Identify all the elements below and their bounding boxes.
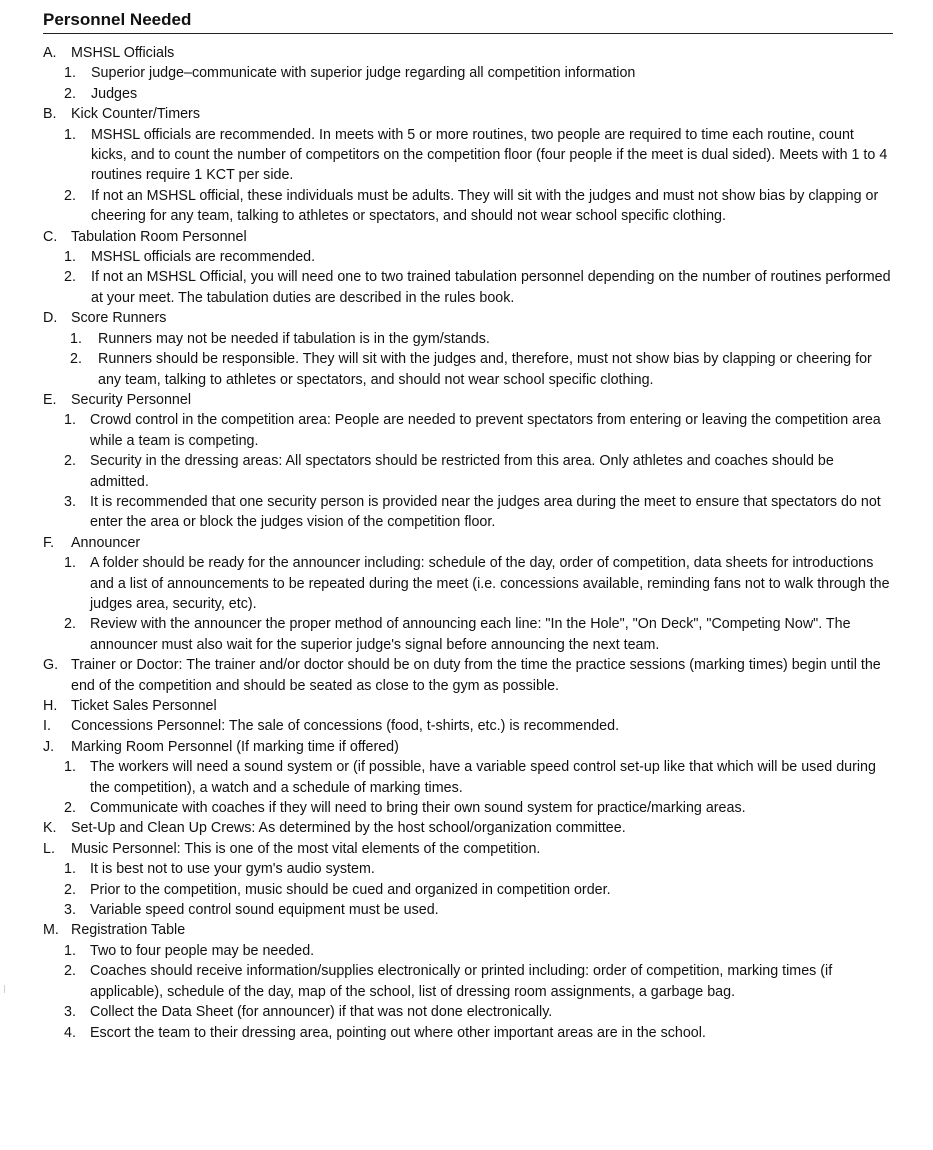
section-heading	[0, 533, 933, 553]
item-number: 1.	[64, 555, 76, 572]
list-item	[0, 859, 933, 879]
section-letter: K.	[43, 820, 57, 837]
item-text: Communicate with coaches if they will need to bring their own sound system for practice/marking areas.	[90, 800, 746, 817]
list-item	[0, 186, 933, 227]
item-number: 1.	[70, 330, 82, 347]
list-item	[0, 1023, 933, 1043]
list-item	[0, 349, 933, 390]
section-letter: H.	[43, 698, 58, 714]
item-number: 1.	[64, 759, 76, 776]
item-number: 2.	[64, 963, 76, 980]
section-g	[0, 655, 933, 696]
item-text: Superior judge–communicate with superior judge regarding all competition information	[91, 65, 636, 82]
item-number: 2.	[64, 85, 76, 102]
section-title: MSHSL Officials	[71, 45, 175, 61]
section-title: Score Runners	[71, 310, 167, 327]
item-text: Judges	[91, 85, 138, 102]
item-number: 3.	[64, 493, 76, 510]
section-f	[0, 533, 933, 655]
section-heading	[0, 43, 933, 63]
list-item	[0, 63, 933, 83]
margin-mark	[4, 985, 5, 993]
item-text: Prior to the competition, music should be cued and organized in competition order.	[90, 881, 611, 898]
section-heading	[0, 227, 933, 247]
section-j	[0, 737, 933, 819]
section-heading	[0, 104, 933, 124]
section-title: Registration Table	[71, 922, 186, 939]
section-title: Ticket Sales Personnel	[71, 698, 217, 714]
item-number: 1.	[64, 65, 76, 82]
section-heading	[0, 716, 933, 736]
section-m	[0, 920, 933, 1042]
list-item	[0, 329, 933, 349]
item-text: It is recommended that one security person is provided near the judges area during the meet to ensure that spectators do not enter the area or block the judges vision of the competition floor.	[90, 493, 881, 531]
item-number: 2.	[64, 881, 76, 898]
section-title: Security Personnel	[71, 391, 191, 408]
section-l	[0, 839, 933, 921]
section-i	[0, 716, 933, 736]
list-item	[0, 247, 933, 267]
list-item	[0, 1002, 933, 1022]
item-number: 2.	[64, 800, 76, 817]
section-letter: D.	[43, 310, 58, 327]
item-number: 3.	[64, 1004, 76, 1021]
item-number: 2.	[64, 616, 76, 633]
section-heading	[0, 655, 933, 696]
section-b	[0, 104, 933, 226]
section-heading	[0, 737, 933, 757]
list-item	[0, 492, 933, 533]
section-title: Trainer or Doctor: The trainer and/or doctor should be on duty from the time the practice sessions (marking times) begin until the end of the competition and should be seated as close to the gym as possible.	[71, 657, 881, 694]
list-item	[0, 267, 933, 308]
list-item	[0, 553, 933, 614]
section-letter: B.	[43, 106, 57, 123]
item-text: Escort the team to their dressing area, pointing out where other important areas are in the school.	[90, 1024, 706, 1041]
item-number: 4.	[64, 1024, 76, 1041]
section-e	[0, 390, 933, 533]
section-title: Marking Room Personnel (If marking time if offered)	[71, 738, 399, 755]
list-item	[0, 900, 933, 920]
section-c	[0, 227, 933, 309]
item-text: If not an MSHSL official, these individuals must be adults. They will sit with the judges and must not show bias by clapping or cheering for any team, talking to athletes or spectators, and should not wear school specific clothing.	[91, 187, 879, 225]
item-number: 3.	[64, 902, 76, 919]
section-letter: A.	[43, 45, 57, 61]
section-letter: C.	[43, 228, 58, 245]
section-heading	[0, 818, 933, 838]
list-item	[0, 757, 933, 798]
item-text: Crowd control in the competition area: People are needed to prevent spectators from entering or leaving the competition area while a team is competing.	[90, 412, 881, 449]
item-number: 2.	[70, 351, 82, 368]
list-item	[0, 84, 933, 104]
item-number: 1.	[64, 942, 76, 959]
section-title: Tabulation Room Personnel	[71, 228, 247, 245]
item-text: A folder should be ready for the announcer including: schedule of the day, order of competition, data sheets for introductions and a list of announcements to be repeated during the meet (i.e. concessions available, reminding fans not to walk through the judges area, security, etc).	[90, 555, 890, 612]
section-letter: L.	[43, 840, 55, 857]
section-title: Kick Counter/Timers	[71, 106, 200, 123]
section-a	[0, 43, 933, 104]
list-item	[0, 798, 933, 818]
item-text: MSHSL officials are recommended.	[91, 249, 316, 266]
item-text: If not an MSHSL Official, you will need one to two trained tabulation personnel depending on the number of routines performed at your meet. The tabulation duties are described in the rules book.	[91, 269, 891, 306]
item-number: 2.	[64, 453, 76, 470]
list-item	[0, 125, 933, 186]
section-title: Announcer	[71, 534, 141, 551]
section-title: Concessions Personnel: The sale of concessions (food, t-shirts, etc.) is recommended.	[71, 718, 620, 735]
item-text: The workers will need a sound system or (if possible, have a variable speed control set-up like that which will be used during the competition), a watch and a schedule of marking times.	[90, 759, 876, 796]
section-heading	[0, 390, 933, 410]
section-letter: J.	[43, 738, 55, 755]
item-number: 1.	[64, 861, 76, 878]
section-letter: G.	[43, 657, 59, 674]
section-letter: E.	[43, 391, 57, 408]
item-number: 1.	[64, 249, 76, 266]
item-number: 1.	[64, 412, 76, 429]
list-item	[0, 410, 933, 451]
item-number: 2.	[64, 187, 76, 204]
item-text: MSHSL officials are recommended. In meets with 5 or more routines, two people are required to time each routine, count kicks, and to count the number of competitors on the competition floor (four people if the meet is dual sided). Meets with 1 to 4 routines require 1 KCT per side.	[91, 126, 888, 184]
section-letter: F.	[43, 534, 55, 551]
section-d	[0, 308, 933, 390]
item-number: 1.	[64, 126, 76, 143]
section-heading	[0, 839, 933, 859]
list-item	[0, 614, 933, 655]
section-title: Set-Up and Clean Up Crews: As determined by the host school/organization committee.	[71, 820, 626, 837]
page-title: Personnel Needed	[43, 9, 893, 34]
item-text: Variable speed control sound equipment must be used.	[90, 902, 439, 919]
item-text: It is best not to use your gym's audio system.	[90, 861, 375, 878]
list-item	[0, 451, 933, 492]
item-text: Runners may not be needed if tabulation is in the gym/stands.	[98, 330, 490, 347]
list-item	[0, 961, 933, 1002]
item-text: Runners should be responsible. They will sit with the judges and, therefore, must not show bias by clapping or cheering for any team, talking to athletes or spectators, and should not wear school specific clothing.	[98, 351, 872, 388]
section-title: Music Personnel: This is one of the most vital elements of the competition.	[71, 840, 541, 857]
section-heading	[0, 920, 933, 940]
personnel-list	[0, 43, 933, 1043]
item-text: Review with the announcer the proper method of announcing each line: "In the Hole", "On Deck", "Competing Now". The announcer must also wait for the superior judge's signal before announcing the next team.	[90, 616, 851, 653]
section-k	[0, 818, 933, 838]
list-item	[0, 941, 933, 961]
section-h	[0, 696, 933, 716]
section-letter: M.	[43, 922, 59, 939]
item-text: Coaches should receive information/supplies electronically or printed including: order of competition, marking times (if applicable), schedule of the day, map of the school, list of dressing room assignments, a garbage bag.	[90, 963, 833, 1000]
item-number: 2.	[64, 269, 76, 286]
list-item	[0, 880, 933, 900]
section-letter: I.	[43, 718, 51, 735]
item-text: Security in the dressing areas: All spectators should be restricted from this area. Only athletes and coaches should be admitted.	[90, 453, 834, 490]
item-text: Collect the Data Sheet (for announcer) if that was not done electronically.	[90, 1004, 553, 1021]
section-heading	[0, 696, 933, 716]
section-heading	[0, 308, 933, 328]
item-text: Two to four people may be needed.	[90, 942, 315, 959]
